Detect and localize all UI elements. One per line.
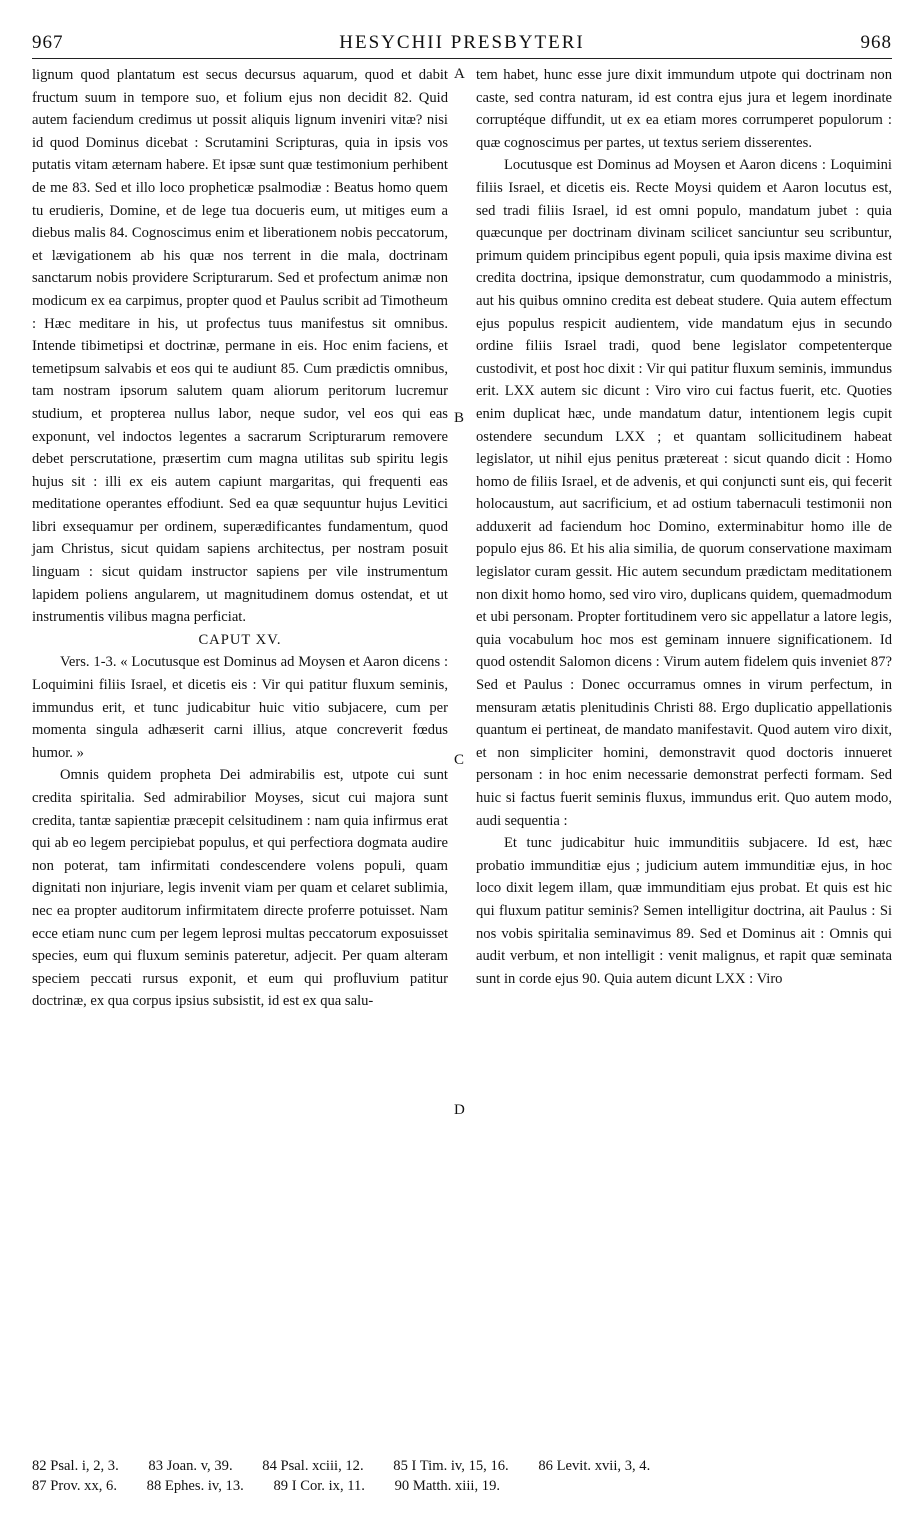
right-paragraph-3: Et tunc judicabitur huic immunditiis subjacere. Id est, hæc probatio immunditiæ ejus ; judicium autem immunditiæ ejus, in hoc loco dixit legem illam, quæ immunditiam ejus probat. Et quis est hic qui fluxum patitur seminis? Semen intelligitur doctrina, ait Paulus : Si nos vobis spiritalia seminavimus 89. Sed et Dominus ait : Omnis qui audit verbum, et non intelligit : venit malignus, et rapit quæ seminata sunt in corde ejus 90. Quia autem dicunt LXX : Viro — [476, 835, 892, 987]
footnote: 86 Levit. xvii, 3, 4. — [538, 1458, 651, 1474]
margin-letter-b: B — [454, 410, 465, 426]
right-paragraph-2: Locutusque est Dominus ad Moysen et Aaron dicens : Loquimini filiis Israel, et dicetis eis. Recte Moysi quidem et Aaron locutus est, sed tradi filiis Israel, id est omni populo, mandatum jubet : quia quæcunque per doctrinam divinam scilicet sanciuntur seu scribuntur, primum quidem principibus egent populi, quia ipsis maxime divina est credita doctrina, ipsique demonstratur, cum quodammodo a ministris, aut his quibus omnino credita est debeat studere. Quia autem effectum ejus populus respicit audientem, vide mandatum ejus in secundo ordine filiis Israel tradi, quod bene legislator competenterque custodivit, et post hoc dixit : Vir qui patitur fluxum seminis, immundus erit. LXX autem sic dicunt : Viro viro cui factus fuerit, etc. Quoties enim duplicat hæc, unde mandatum datur, intentionem legis cupit ostendere secundum LXX ; et quantam sollicitudinem habeat legislator, ut nihil ejus penitus prætereat : sicut quando dicit : Homo homo de filiis Israel, et de advenis, et qui conjuncti sunt eis, qui fecerit holocaustum, aut sacrificium, et ad ostium tabernaculi testimonii non adduxerit ad faciendum hoc Domino, exterminabitur homo ille de populo ejus 86. Et his alia similia, de quorum conservatione maximam legislator curam gessit. Hic autem secundum prædictam meditationem non dixit homo homo, sed viro viro, duplicans quidem, quemadmodum et ubi personam. Propter fortitudinem vero sic appellatur a latore legis, quia vocabulum hoc mos est geminam innuere significationem. Id quod ostendit Salomon dicens : Virum autem fidelem quis inveniet 87? Sed et Paulus : Donec occurramus omnes in virum perfectum, in mensuram ætatis plenitudinis Christi 88. Ergo duplicatio appellationis quantum ei pertineat, de mandato manifestavit. Quod autem viro dixit, et non simpliciter homini, demonstravit quod doctoris innueret personam : in hoc enim necessarie demonstrat perfecti formam. Sed huic si factus fuerit seminis fluxus, immundus erit. Quo autem modo, audi sequentia : — [476, 157, 892, 829]
left-paragraph-verse: Vers. 1-3. « Locutusque est Dominus ad Moysen et Aaron dicens : Loquimini filiis Israel, et dicetis eis : Vir qui patitur fluxum seminis, immundus erit, et tunc judicabitur huic vitio subjacere, cum per momenta singula adhæserit carni illius, atque concreverit fœdus humor. » — [32, 654, 448, 761]
footnote-row-1 — [32, 1456, 892, 1476]
footnotes — [32, 1456, 892, 1496]
left-paragraph-3: Omnis quidem propheta Dei admirabilis est, utpote cui sunt credita spiritalia. Sed admirabilior Moyses, sicut cui majora sunt credita, tantæ sapientiæ præcepit celsitudinem : nam quia infirmus erat qui ab eo legem percipiebat populus, et qui perfectiora dogmata audire non poterat, tam infirmitati condescendere volens populi, quam dignitati non injuriare, legis invenit viam per quam et celaret sublimia, nec ea propter auditorum infirmitatem directe proferre potuisset. Nam ecce etiam nunc cum per legem leprosi multas peccatorum exposuisset species, eum qui fluxum seminis pateretur, adjecit. Per quam alteram speciem peccati rursus exponit, et eum qui profluvium patitur doctrinæ, ex qua corpus ipsius subsistit, id est ex qua salu- — [32, 767, 448, 1010]
chapter-heading: CAPUT XV. — [198, 631, 282, 648]
running-title: HESYCHII PRESBYTERI — [339, 32, 585, 53]
footnote: 84 Psal. xciii, 12. — [262, 1458, 364, 1474]
footnote: 87 Prov. xx, 6. — [32, 1478, 117, 1494]
footnote-row-2 — [32, 1476, 892, 1496]
page-number-left: 967 — [32, 32, 64, 53]
right-paragraph-1: tem habet, hunc esse jure dixit immundum utpote qui doctrinam non caste, sed contra naturam, id est contra ejus jura et legem inordinate corruptéque diffundit, ut ex ea etiam mores corrumperet populorum : quæ cognoscimus per partes, ut textus seriem disserentes. — [476, 67, 892, 151]
footnote: 88 Ephes. iv, 13. — [146, 1478, 244, 1494]
right-column — [476, 64, 892, 990]
left-column — [32, 64, 448, 1013]
footnote: 83 Joan. v, 39. — [148, 1458, 233, 1474]
margin-letters — [450, 0, 474, 1540]
margin-letter-d: D — [454, 1102, 465, 1118]
left-paragraph-1: lignum quod plantatum est secus decursus aquarum, quod et dabit fructum suum in tempore suo, et folium ejus non decidit 82. Quid autem faciendum credimus ut possit aliquis lignum inveniri vitæ? nisi id quod Dominus dicebat : Scrutamini Scripturas, quia in ipsis vos putatis vitam æternam habere. Et ipsæ sunt quæ testimonium perhibent de me 83. Sed et illo loco propheticæ psalmodiæ : Beatus homo quem tu erudieris, Domine, et de lege tua docueris eum, ut mitiges eum a diebus malis 84. Cognoscimus enim et liberationem nobis peccatorum, et lævigationem ab his quæ nos terrent in die mala, doctrinam sanctarum nobis providere Scripturarum. Sed et profectum animæ non modicum ex ea carpimus, propter quod et Paulus scribit ad Timotheum : Hæc meditare in his, ut profectus tuus manifestus sit omnibus. Intende tibimetipsi et doctrinæ, permane in eis. Hoc enim faciens, et temetipsum salvabis et eos qui te audiunt 85. Cum prædictis omnibus, tam nostram ipsorum salutem quam aliorum peritorum lucremur studium, et propterea nullus labor, neque sudor, vel eos qui eas exponunt, vel indoctos legentes a sacrarum Scripturarum removere debet perscrutatione, præsertim cum magna utilitas sub spiritu legis hujus sit : illi ex eis autem capiunt margaritas, qui frequenti eas meditatione operantes effodiunt. Sed ea quæ sequuntur hujus Levitici libri exsequamur per ordinem, superædificantes fundamentum, quod jam Christus, sicut quidam sapiens architectus, per nostram posuit linguam : sicut quidam instructor sapiens per vile instrumentum lapidem poliens angularem, ut magnitudinem domus ostendat, et ut instrumentis vilibus magna perficiat. — [32, 67, 448, 626]
footnote: 82 Psal. i, 2, 3. — [32, 1458, 119, 1474]
margin-letter-c: C — [454, 752, 465, 768]
footnote: 90 Matth. xiii, 19. — [394, 1478, 501, 1494]
footnote: 89 I Cor. ix, 11. — [273, 1478, 365, 1494]
margin-letter-a: A — [454, 66, 465, 82]
page-number-right: 968 — [860, 32, 892, 53]
footnote: 85 I Tim. iv, 15, 16. — [393, 1458, 509, 1474]
